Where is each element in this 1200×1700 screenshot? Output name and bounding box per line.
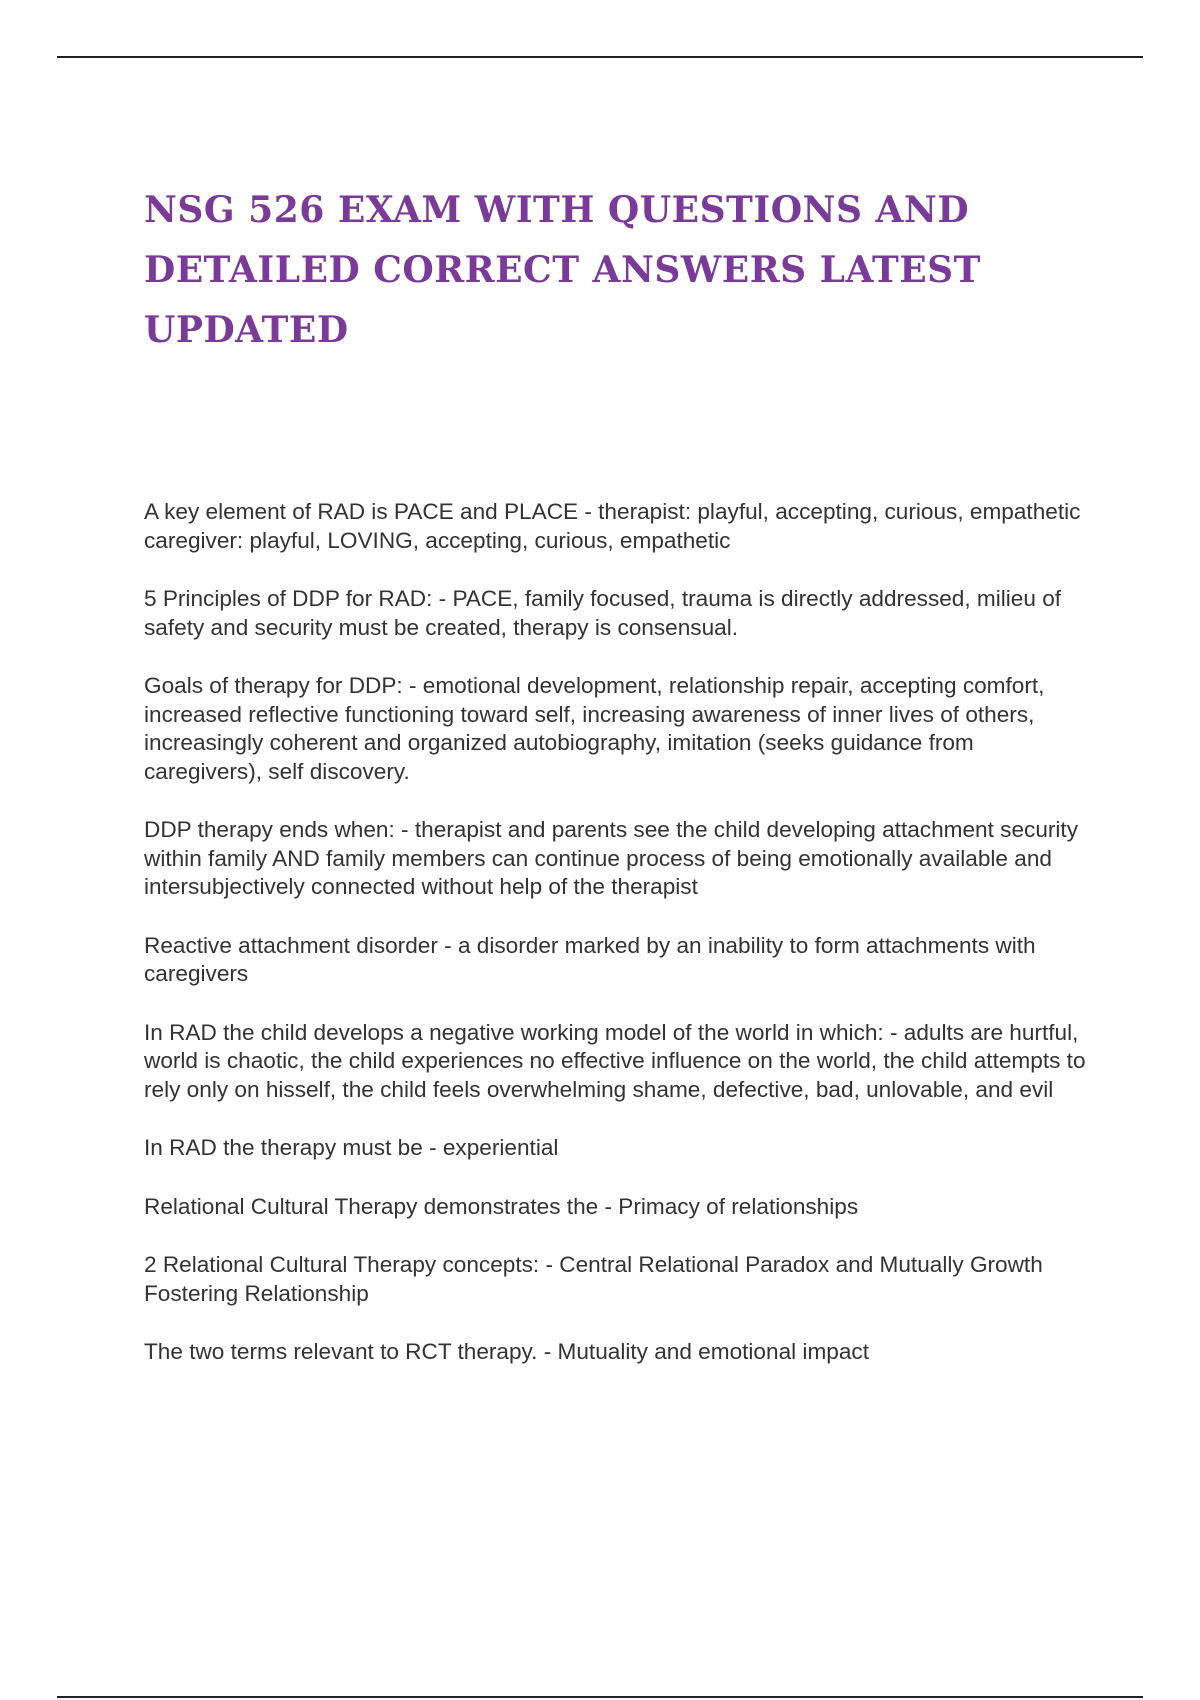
qa-item xyxy=(144,1134,1094,1163)
qa-text: In RAD the child develops a negative working model of the world in which: - adults are hurtful, world is chaotic, the child experiences no effective influence on the world, the child attempts to rely only on hisself, the child feels overwhelming shame, defective, bad, unlovable, and evil xyxy=(144,1019,1086,1102)
qa-item xyxy=(144,1338,1094,1367)
bottom-divider xyxy=(57,1696,1143,1698)
qa-text: caregiver: playful, LOVING, accepting, curious, empathetic xyxy=(144,527,731,553)
qa-item xyxy=(144,672,1094,786)
qa-item xyxy=(144,585,1094,642)
qa-item xyxy=(144,816,1094,902)
qa-item xyxy=(144,1193,1094,1222)
qa-list xyxy=(144,498,1094,1397)
qa-text: Relational Cultural Therapy demonstrates the - Primacy of relationships xyxy=(144,1193,859,1219)
qa-text: Reactive attachment disorder - a disorder marked by an inability to form attachments with caregivers xyxy=(144,932,1036,986)
qa-text: In RAD the therapy must be - experiential xyxy=(144,1135,559,1160)
qa-text: A key element of RAD is PACE and PLACE - therapist: playful, accepting, curious, empathetic xyxy=(144,499,1081,524)
qa-item xyxy=(144,1251,1094,1308)
document-title: NSG 526 EXAM WITH QUESTIONS AND DETAILED CORRECT ANSWERS LATEST UPDATED xyxy=(144,189,981,351)
qa-text: DDP therapy ends when: - therapist and parents see the child developing attachment security within family AND family members can continue process of being emotionally available and intersubjectively connected without help of the therapist xyxy=(144,817,1078,899)
qa-text: 2 Relational Cultural Therapy concepts: - Central Relational Paradox and Mutually Growth Fostering Relationship xyxy=(144,1252,1043,1306)
qa-item xyxy=(144,1019,1094,1105)
qa-text: Goals of therapy for DDP: - emotional development, relationship repair, accepting comfort, increased reflective functioning toward self, increasing awareness of inner lives of others, increasingly coherent and organized autobiography, imitation (seeks guidance from caregivers), self discovery. xyxy=(144,673,1045,784)
qa-item xyxy=(144,498,1094,555)
top-divider xyxy=(57,56,1143,58)
qa-text: 5 Principles of DDP for RAD: - PACE, family focused, trauma is directly addressed, milieu of safety and security must be created, therapy is consensual. xyxy=(144,586,1062,640)
qa-text: The two terms relevant to RCT therapy. - Mutuality and emotional impact xyxy=(144,1339,869,1364)
qa-item xyxy=(144,932,1094,989)
